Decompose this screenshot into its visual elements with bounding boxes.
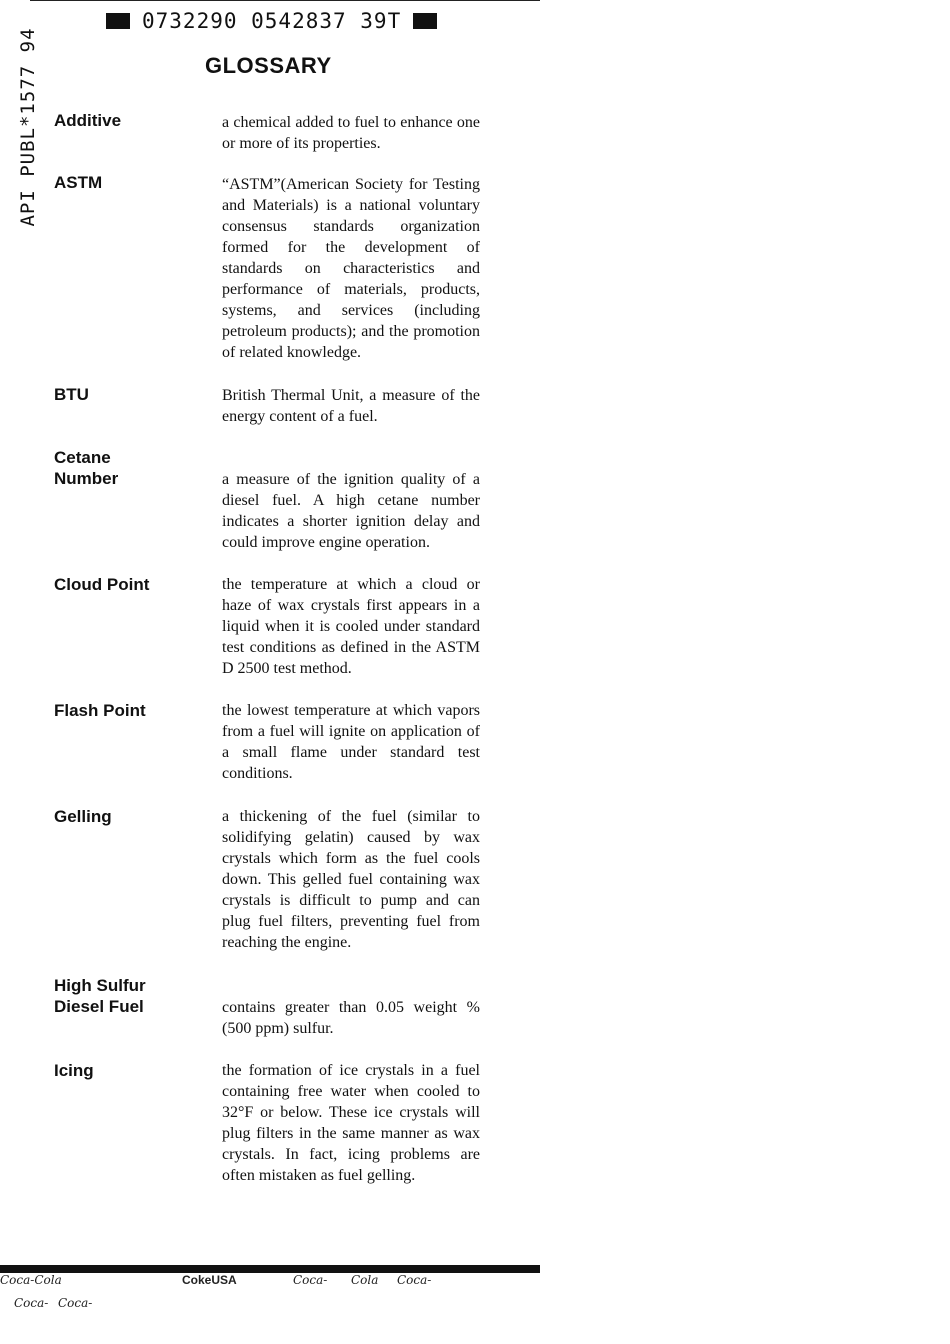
watermark-logo: Coca- [293, 1273, 328, 1287]
glossary-term: Cetane Number [54, 448, 119, 488]
glossary-definition: British Thermal Unit, a measure of the energy content of a fuel. [222, 387, 480, 425]
glossary-definition: the temperature at which a cloud or haze of wax crystals first appears in a liquid when it is cooled under standard test conditions as defined in the ASTM D 2500 test method. [222, 576, 480, 677]
watermark-logo: Coca-Cola [0, 1273, 62, 1287]
watermark-logo: Coca- [14, 1296, 49, 1310]
barcode-line [106, 8, 437, 34]
footer-bar [0, 1265, 540, 1273]
glossary-definition: the formation of ice crystals in a fuel containing free water when cooled to 32°F or below. These ice crystals will plug filters in the same manner as wax crystals. In fact, icing problems are often mistaken as fuel gelling. [222, 1062, 480, 1184]
glossary-term: Icing [54, 1061, 94, 1080]
barcode-block-left [106, 13, 130, 29]
glossary-term: BTU [54, 385, 89, 404]
glossary-definition: a measure of the ignition quality of a diesel fuel. A high cetane number indicates a shorter ignition delay and could improve engine operation. [222, 471, 480, 551]
glossary-definition: a thickening of the fuel (similar to solidifying gelatin) caused by wax crystals which form as the fuel cools down. This gelled fuel containing wax crystals is difficult to pump and can plug fuel filters, preventing fuel from reaching the engine. [222, 808, 480, 951]
glossary-term: Gelling [54, 807, 112, 826]
margin-document-code: API PUBL*1577 94 [17, 27, 39, 227]
glossary-term: Flash Point [54, 701, 146, 720]
barcode-text: 0732290 0542837 39T [142, 9, 402, 33]
glossary-term: Cloud Point [54, 575, 150, 594]
watermark-logo: CokeUSA [182, 1273, 237, 1287]
page-title: GLOSSARY [205, 53, 332, 78]
glossary-definition: the lowest temperature at which vapors from a fuel will ignite on application of a small flame under standard test conditions. [222, 702, 480, 782]
watermark-logo: Coca- [58, 1296, 93, 1310]
glossary-definition: contains greater than 0.05 weight % (500 ppm) sulfur. [222, 999, 480, 1037]
glossary-term: Additive [54, 111, 122, 130]
watermark-logo: Cola [351, 1273, 379, 1287]
top-rule [30, 0, 540, 1]
barcode-block-right [413, 13, 437, 29]
watermark-logo: Coca- [397, 1273, 432, 1287]
glossary-term: High Sulfur Diesel Fuel [54, 976, 146, 1016]
glossary-term: ASTM [54, 173, 103, 192]
glossary-definition: a chemical added to fuel to enhance one or more of its properties. [222, 114, 480, 152]
glossary-definition: “ASTM”(American Society for Testing and Materials) is a national voluntary consensus standards organization formed for the development of standards on characteristics and performance of materials, products, systems, and services (including petroleum products); and the promotion of related knowledge. [222, 176, 480, 361]
